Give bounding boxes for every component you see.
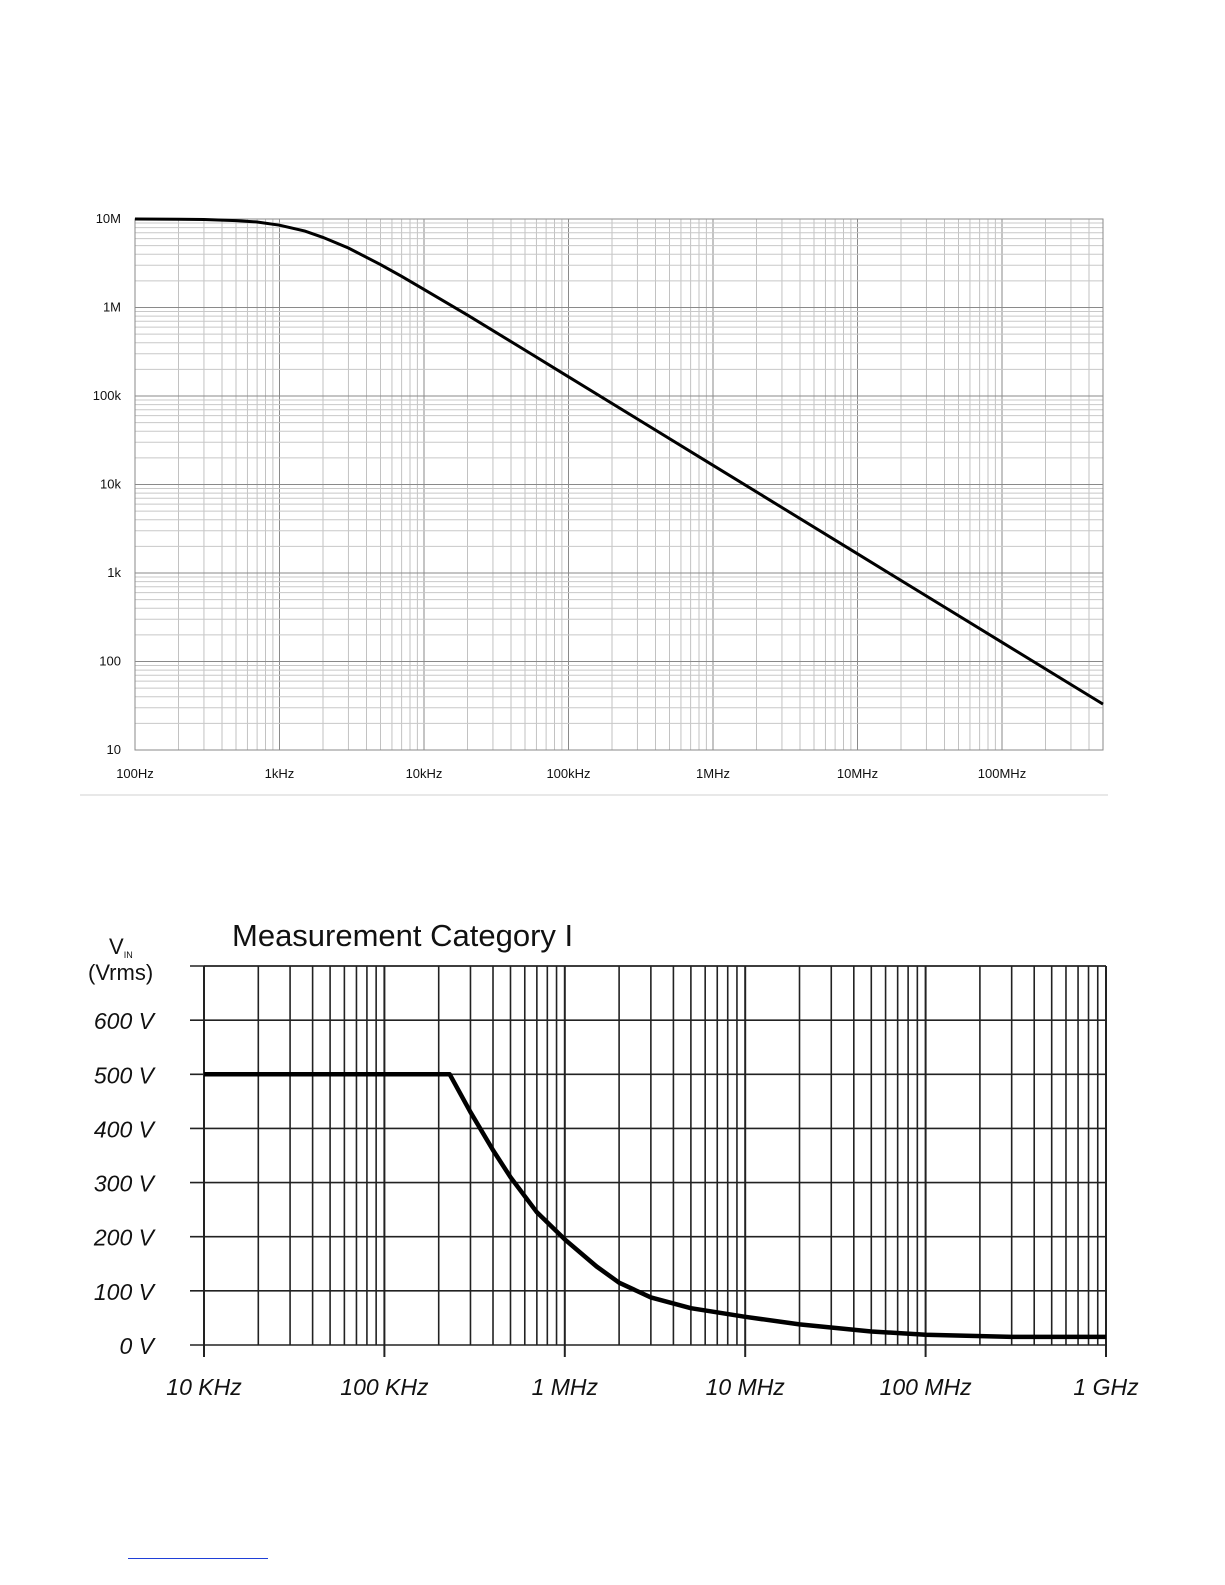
derating-chart <box>88 918 1139 1400</box>
derating-y-axis-unit: (Vrms) <box>88 960 154 985</box>
derating-series-line <box>204 1074 1106 1337</box>
y-tick-label-600-v: 600 V <box>93 1008 154 1035</box>
x-tick-label-1khz: 1kHz <box>264 766 295 781</box>
x-tick-label-10khz: 10kHz <box>405 766 443 781</box>
derating-y-axis-label-subscript: IN <box>123 950 133 960</box>
y-tick-label-100: 100 <box>99 653 121 669</box>
y-tick-label-500-v: 500 V <box>93 1062 154 1089</box>
derating-y-axis-label <box>109 934 133 960</box>
impedance-chart <box>80 211 1108 795</box>
x-tick-label-100hz: 100Hz <box>116 766 154 781</box>
y-tick-label-10m: 10M <box>95 211 121 226</box>
x-tick-label-1mhz: 1MHz <box>696 766 730 781</box>
x-tick-label-10-mhz: 10 MHz <box>705 1374 785 1400</box>
y-tick-label-10: 10 <box>106 742 121 757</box>
y-tick-label-0-v: 0 V <box>119 1333 154 1359</box>
y-tick-label-400-v: 400 V <box>93 1116 154 1143</box>
derating-chart-tick-labels <box>93 1008 1139 1400</box>
derating-y-axis-label-main: V <box>109 934 124 959</box>
x-tick-label-100-khz: 100 KHz <box>340 1374 429 1400</box>
y-tick-label-10k: 10k <box>100 476 121 492</box>
y-tick-label-300-v: 300 V <box>93 1170 154 1197</box>
x-tick-label-1-mhz: 1 MHz <box>531 1374 599 1400</box>
x-tick-label-10mhz: 10MHz <box>836 766 879 781</box>
y-tick-label-200-v: 200 V <box>93 1224 154 1251</box>
y-tick-label-100-v: 100 V <box>93 1278 154 1305</box>
impedance-chart-tick-labels <box>93 211 1026 781</box>
x-tick-label-100khz: 100kHz <box>546 766 591 781</box>
x-tick-label-100mhz: 100MHz <box>977 766 1027 781</box>
y-tick-label-100k: 100k <box>92 388 121 403</box>
footer-link-underline <box>128 1558 268 1559</box>
impedance-chart-grid <box>135 219 1103 750</box>
y-tick-label-1m: 1M <box>102 299 121 315</box>
x-tick-label-10-khz: 10 KHz <box>166 1374 242 1400</box>
y-tick-label-1k: 1k <box>107 565 121 580</box>
x-tick-label-1-ghz: 1 GHz <box>1073 1374 1139 1400</box>
derating-chart-title: Measurement Category I <box>232 918 574 953</box>
x-tick-label-100-mhz: 100 MHz <box>879 1374 972 1400</box>
impedance-series-line <box>135 219 1103 704</box>
